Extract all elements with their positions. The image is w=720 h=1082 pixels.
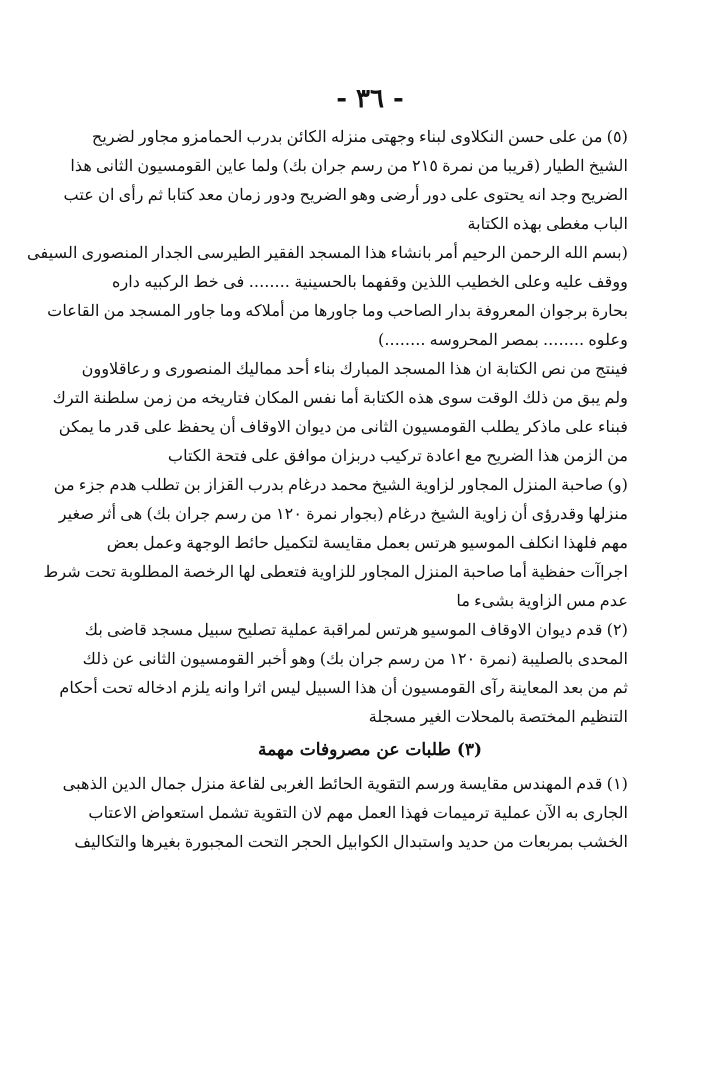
section-heading: (٣) طلبات عن مصروفات مهمة [257,740,483,760]
text-line: الباب مغطى بهذه الكتابة [467,214,628,233]
text-line: فبناء على ماذكر يطلب القومسيون الثانى من ديوان الاوقاف أن يحفظ على قدر ما يمكن [58,417,628,436]
text-line: (٥) من على حسن النكلاوى لبناء وجهتى منزله الكائن بدرب الحمامزو مجاور لضريح [91,127,628,146]
text-line: الخشب بمربعات من حديد واستبدال الكوابيل الحجر التحت المجبورة بغيرها والتكاليف [74,832,628,851]
text-line: (٢) قدم ديوان الاوقاف الموسيو هرتس لمراقبة عملية تصليح سبيل مسجد قاضى بك [84,620,628,639]
text-line: مهم فلهذا انكلف الموسيو هرتس بعمل مقايسة لتكميل حائط الوجهة وعمل بعض [106,533,628,552]
text-line: وعلوه ........ بمصر المحروسه ........) [378,330,628,349]
text-line: الشيخ الطيار (قريبا من نمرة ٢١٥ من رسم جران بك) ولما عاين القومسيون الثانى هذا [70,156,628,175]
text-line: بحارة برجوان المعروفة بدار الصاحب وما جاورها من أملاكه وما جاور المسجد من القاعات [47,301,628,320]
text-line: فينتج من نص الكتابة ان هذا المسجد المبارك بناء أحد مماليك المنصورى و رعاقلاوون [81,359,628,378]
text-line: (١) قدم المهندس مقايسة ورسم التقوية الحائط الغربى لقاعة منزل جمال الدين الذهبى [62,774,628,793]
text-line: اجراآت حفظية أما صاحبة المنزل المجاور للزاوية فتعطى لها الرخصة المطلوبة تحت شرط [43,562,628,581]
text-line: من الزمن هذا الضريح مع اعادة تركيب دربزان موافق على فتحة الكتاب [167,446,628,465]
text-line: (و) صاحبة المنزل المجاور لزاوية الشيخ محمد درغام بدرب القزاز بن تطلب هدم جزء من [53,475,628,494]
text-line: (بسم الله الرحمن الرحيم أمر بانشاء هذا المسجد الفقير الطيرسى الجدار المنصورى السيفى [27,243,628,262]
text-line: الجارى به الآن عملية ترميمات فهذا العمل مهم لان التقوية تشمل استعواض الاعتاب [88,803,628,822]
page-number: - ٣٦ - [336,84,404,114]
text-line: منزلها وقدرؤى أن زاوية الشيخ درغام (بجوار نمرة ١٢٠ من رسم جران بك) هى أثر صغير [58,504,628,523]
text-line: ووقف عليه وعلى الخطيب اللذين وقفهما بالحسينية ........ فى خط الركبيه داره [112,272,628,291]
text-line: التنظيم المختصة بالمحلات الغير مسجلة [368,707,628,726]
text-line: الضريح وجد انه يحتوى على دور أرضى وهو الضريح ودور زمان معد كتابا ثم رأى ان عتب [63,185,628,204]
text-line: عدم مس الزاوية بشىء ما [456,591,628,610]
text-line: ثم من بعد المعاينة رآى القومسيون أن هذا السبيل ليس اثرا وانه يلزم ادخاله تحت أحكام [59,678,628,697]
text-line: ولم يبق من ذلك الوقت سوى هذه الكتابة أما نفس المكان فتاريخه من زمن سلطنة الترك [52,388,628,407]
text-line: المحدى بالصليبة (نمرة ١٢٠ من رسم جران بك) وهو أخبر القومسيون الثانى عن ذلك [82,649,628,668]
